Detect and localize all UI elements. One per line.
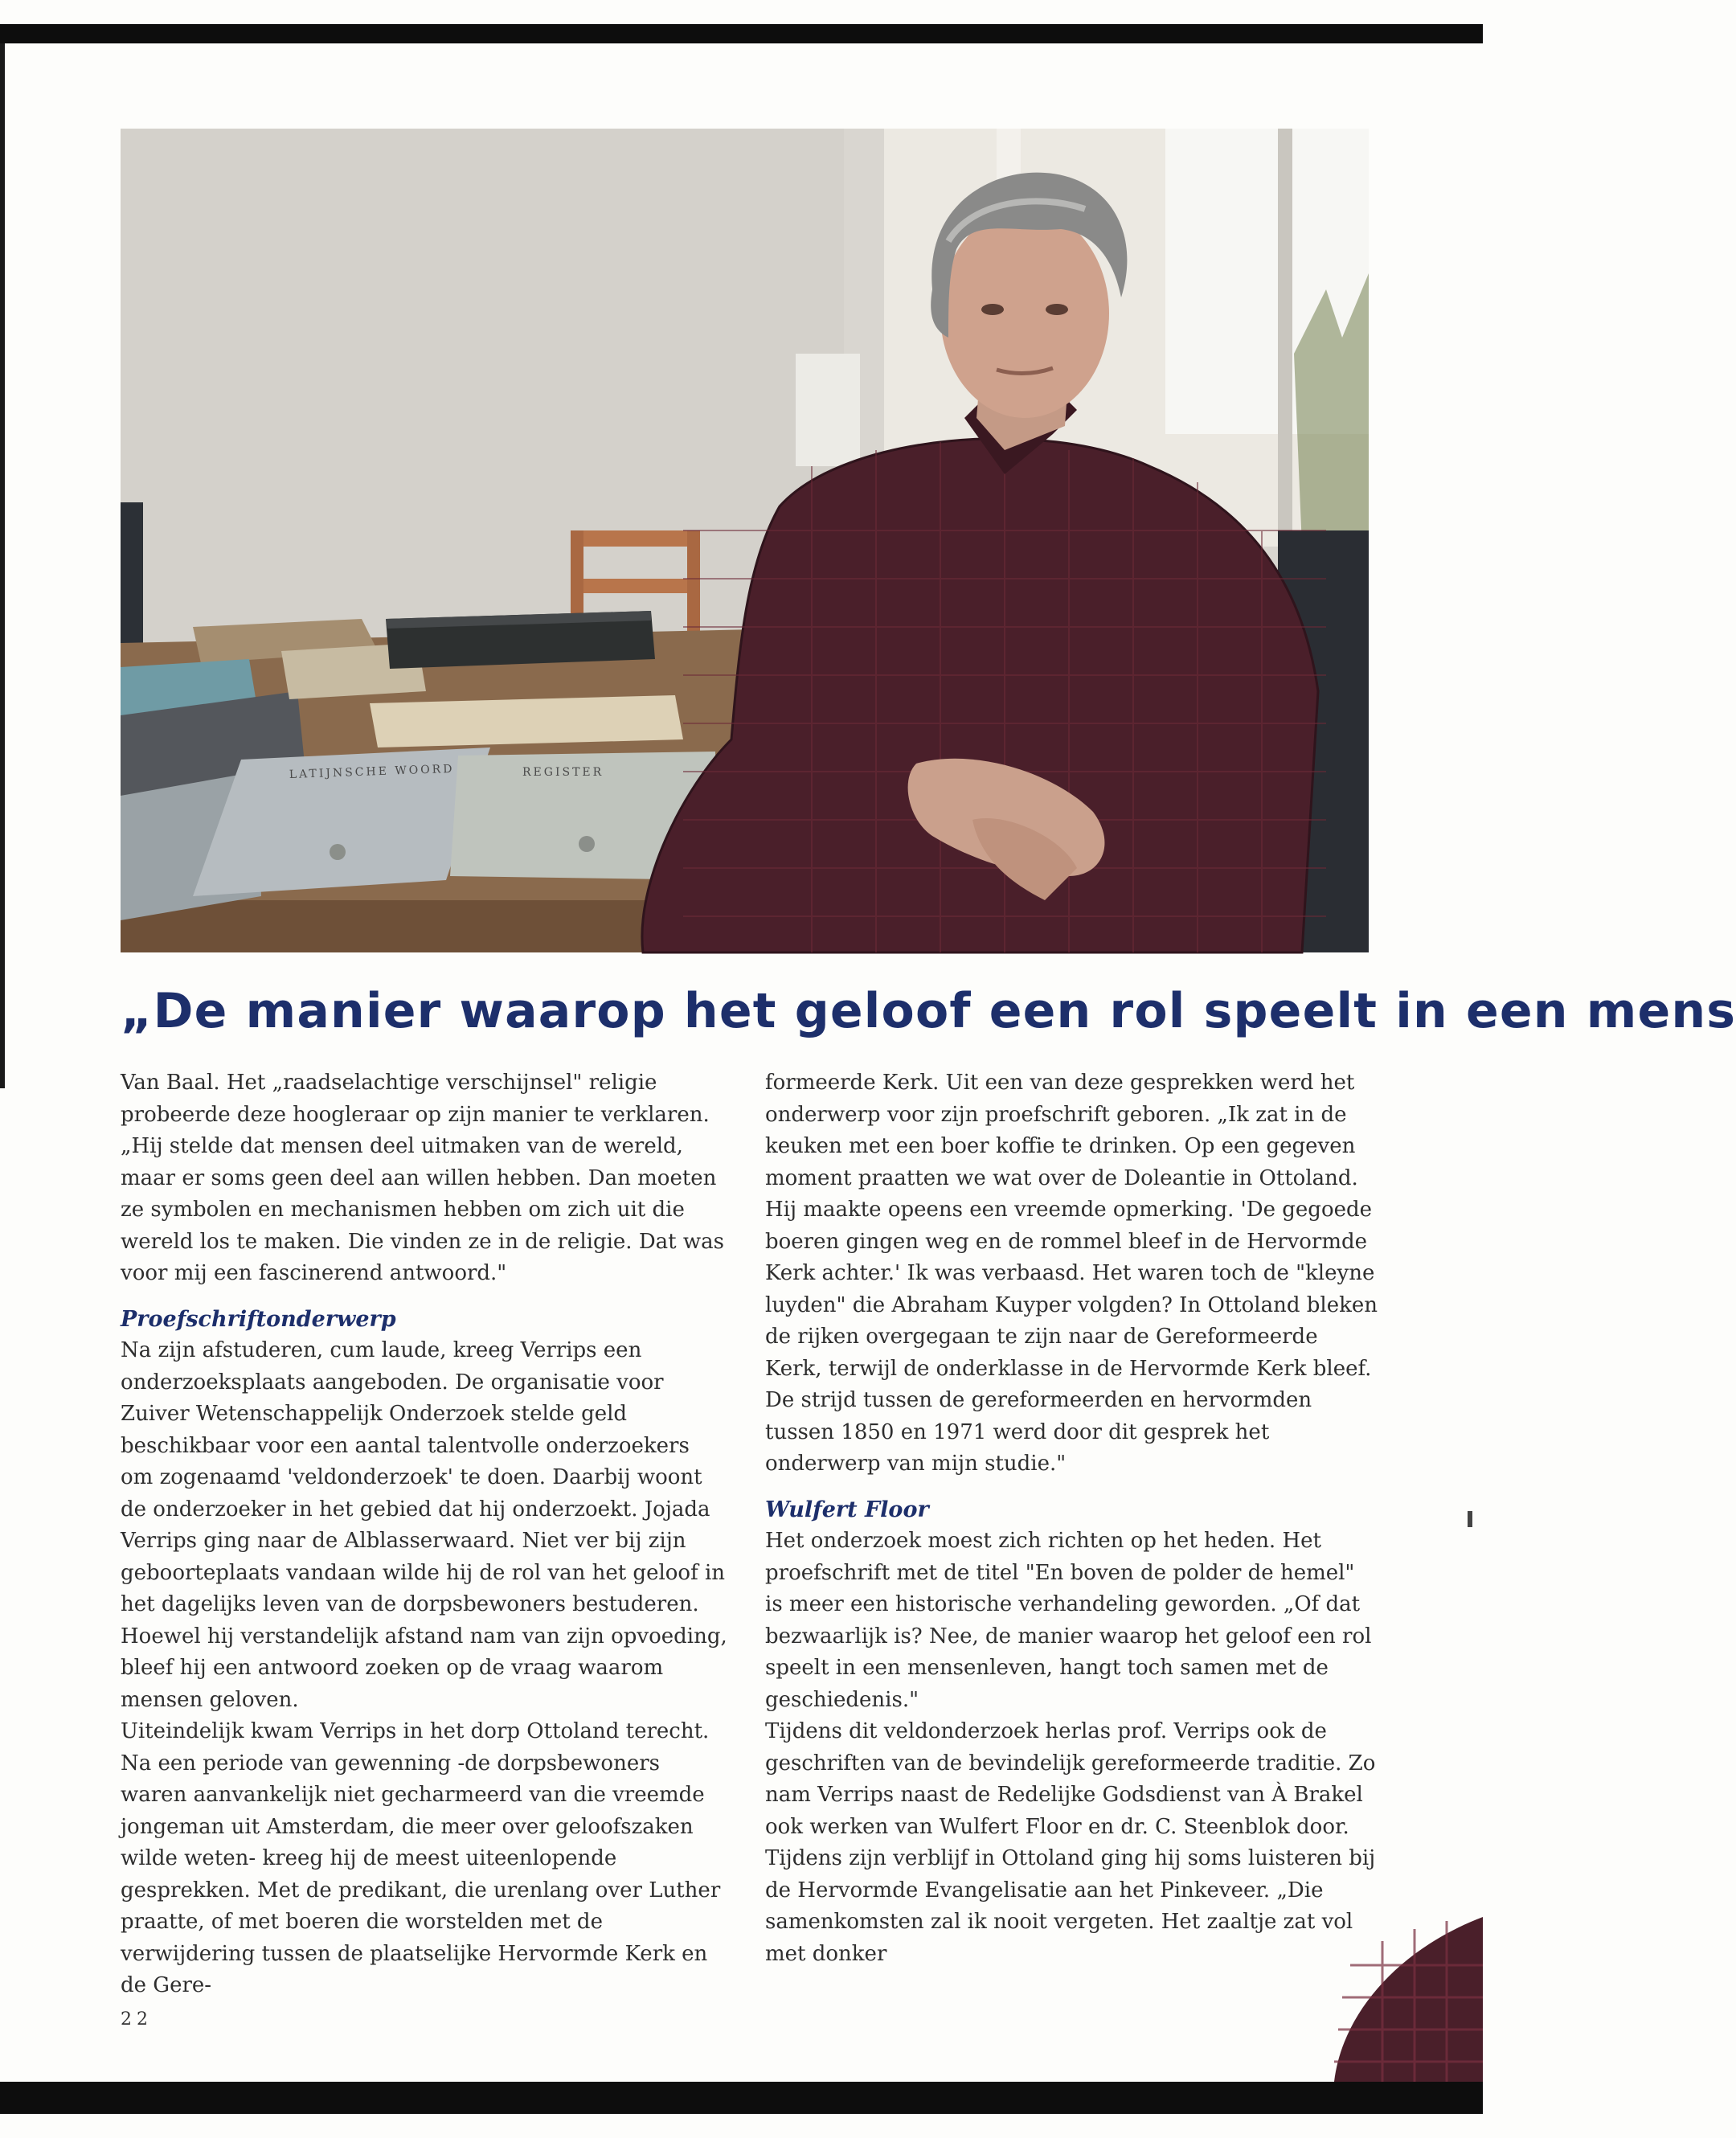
bottom-black-bar: [0, 2082, 1483, 2114]
photo-book-title-1: LATIJNSCHE WOORD: [289, 762, 455, 781]
paragraph: Het onderzoek moest zich richten op het heden. Het proefschrift met de titel "En boven de polder de hemel" is meer een historische verhandeling geworden. „Of dat bezwaarlijk is? Nee, de manier waarop het geloof een rol speelt in een mensenleven, hangt toch samen met de geschiedenis.": [765, 1529, 1372, 1712]
intro-paragraph: Van Baal. Het „raadselachtige verschijnsel" religie probeerde deze hoogleraar op zijn manier te verklaren. „Hij stelde dat mensen deel uitmaken van de wereld, maar er soms geen deel aan willen hebben. Dan moeten ze symbolen en mechanismen hebben om zich uit die wereld los te maken. Die vinden ze in de religie. Dat was voor mij een fascinerend antwoord.": [121, 1071, 724, 1285]
article-column-right: [765, 1067, 1378, 1970]
margin-mark: [1468, 1511, 1472, 1527]
headline-quote: „De manier waarop het geloof een rol speelt in een mens: [121, 983, 1736, 1039]
section-heading-proefschriftonderwerp: Proefschriftonderwerp: [121, 1306, 396, 1332]
paragraph: Uiteindelijk kwam Verrips in het dorp Ottoland terecht. Na een periode van gewenning -de dorpsbewoners waren aanvankelijk niet gecharmeerd van die vreemde jongeman uit Amsterdam, die meer over geloofszaken wilde weten- kreeg hij de meest uiteenlopende gesprekken. Met de predikant, die urenlang over Luther praatte, of met boeren die worstelden met de verwijdering tussen de plaatselijke Hervormde Kerk en de Gere-: [121, 1719, 721, 1997]
paragraph: formeerde Kerk. Uit een van deze gesprekken werd het onderwerp voor zijn proefschrift geboren. „Ik zat in de keuken met een boer koffie te drinken. Op een gegeven moment praatten we wat over de Doleantie in Ottoland. Hij maakte opeens een vreemde opmerking. 'De gegoede boeren gingen weg en de rommel bleef in de Hervormde Kerk achter.' Ik was verbaasd. Het waren toch de "kleyne luyden" die Abraham Kuyper volgden? In Ottoland bleken de rijken overgegaan te zijn naar de Gereformeerde Kerk, terwijl de onderklasse in de Hervormde Kerk bleef. De strijd tussen de gereformeerden en hervormden tussen 1850 en 1971 werd door dit gesprek het onderwerp van mijn studie.": [765, 1071, 1378, 1476]
photo-book-title-2: REGISTER: [522, 766, 604, 779]
paragraph: Tijdens dit veldonderzoek herlas prof. Verrips ook de geschriften van de bevindelijk gereformeerde traditie. Zo nam Verrips naast de Redelijke Godsdienst van À Brakel ook werken van Wulfert Floor en dr. C. Steenblok door. Tijdens zijn verblijf in Ottoland ging hij soms luisteren bij de Hervormde Evangelisatie aan het Pinkeveer. „Die samenkomsten zal ik nooit vergeten. Het zaaltje zat vol met donker: [765, 1719, 1376, 1966]
edge-photo-fragment: [1286, 1917, 1483, 2082]
paragraph: Na zijn afstuderen, cum laude, kreeg Verrips een onderzoeksplaats aangeboden. De organisatie voor Zuiver Wetenschappelijk Onderzoek stelde geld beschikbaar voor een aantal talentvolle onderzoekers om zogenaamd 'veldonderzoek' te doen. Daarbij woont de onderzoeker in het gebied dat hij onderzoekt. Jojada Verrips ging naar de Alblasserwaard. Niet ver bij zijn geboorteplaats vandaan wilde hij de rol van het geloof in het dagelijks leven van de dorpsbewoners bestuderen. Hoewel hij verstandelijk afstand nam van zijn opvoeding, bleef hij een antwoord zoeken op de vraag waarom mensen geloven.: [121, 1338, 727, 1712]
portrait-photo: [121, 129, 1369, 952]
left-margin-rule: [0, 43, 5, 1088]
page-number: 22: [121, 2009, 153, 2029]
article-column-left: [121, 1067, 727, 2002]
photo-man-face: [940, 209, 1109, 418]
section-heading-wulfert-floor: Wulfert Floor: [765, 1497, 929, 1522]
top-black-bar: [0, 24, 1483, 43]
